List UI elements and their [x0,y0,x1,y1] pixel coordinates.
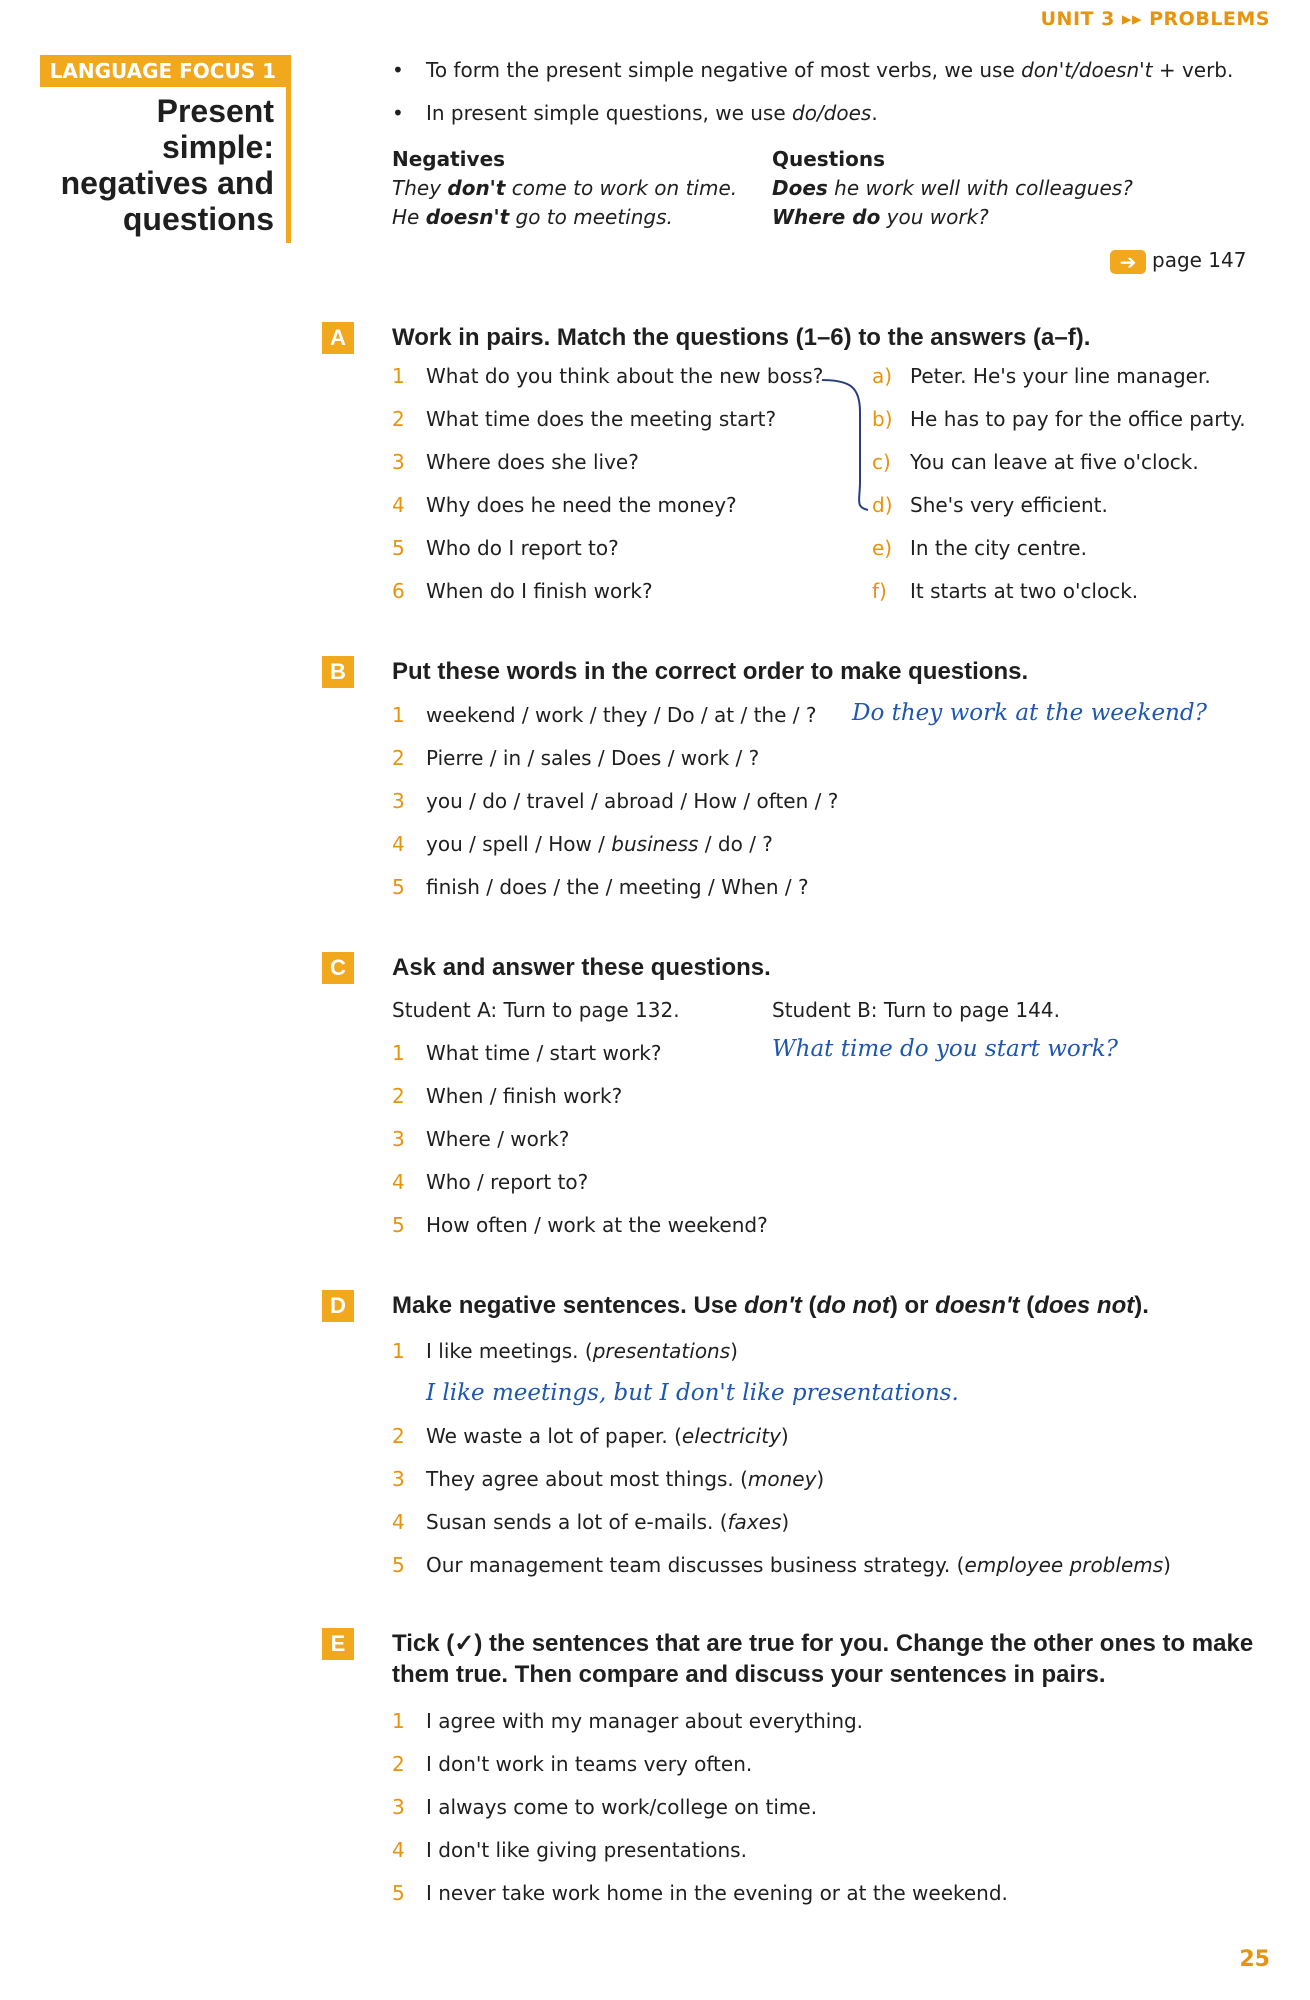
item-number: a) [872,364,893,388]
item-text: What do you think about the new boss? [426,364,824,388]
list-item [392,450,823,493]
list-item: 5 finish / does / the / meeting / When / ? [392,875,809,899]
section-d-title: Make negative sentences. Use don't (do not) or doesn't (does not). [392,1292,1149,1319]
section-b-items [392,703,838,918]
item-number: 1 [392,364,405,388]
list-item [872,579,1246,622]
item-number: c) [872,450,891,474]
item-text: I agree with my manager about everything. [426,1709,864,1733]
section-e-title-line-1: Tick (✓) the sentences that are true for you. Change the other ones to make [392,1630,1254,1657]
section-b-letter: B [322,656,354,688]
list-item: 1 weekend / work / they / Do / at / the / ? [392,703,817,727]
language-focus-box [40,55,291,243]
matching-line-icon [820,372,880,522]
student-a-instruction: Student A: Turn to page 132. [392,998,680,1022]
rule-text: . [871,101,878,125]
item-number: 4 [392,1170,405,1194]
questions-examples [772,145,1133,232]
item-number: 2 [392,1752,405,1776]
item-number: 6 [392,579,405,603]
list-item [392,1084,768,1127]
handwritten-answer-c: What time do you start work? [772,1036,1118,1062]
item-text: Why does he need the money? [426,493,737,517]
rule-text: + verb. [1152,58,1234,82]
question-example-2: Where do you work? [772,205,989,229]
rule-keyword: do/does [792,101,872,125]
item-number: 3 [392,1127,405,1151]
list-item: 2 We waste a lot of paper. (electricity) [392,1424,789,1448]
item-number: 5 [392,1213,405,1237]
list-item: 1 I like meetings. (presentations) [392,1339,738,1363]
title-line-3: questions [122,201,274,237]
item-text: You can leave at five o'clock. [910,450,1199,474]
page-number: 25 [1239,1947,1270,1972]
list-item [392,407,823,450]
item-number: 4 [392,1838,405,1862]
list-item: 4 you / spell / How / business / do / ? [392,832,773,856]
list-item [392,536,823,579]
item-text: Where / work? [426,1127,570,1151]
title-line-1: Present simple: [156,93,274,165]
bullet-dot-icon: • [392,58,404,82]
item-text: What time does the meeting start? [426,407,777,431]
arrow-right-icon: ➔ [1110,250,1146,274]
item-number: 1 [392,1709,405,1733]
item-text: In the city centre. [910,536,1087,560]
list-item [872,536,1246,579]
item-text: It starts at two o'clock. [910,579,1139,603]
item-text: I always come to work/college on time. [426,1795,818,1819]
item-text: How often / work at the weekend? [426,1213,768,1237]
list-item [872,364,1246,407]
section-e-title [392,1628,1253,1690]
list-item [392,364,823,407]
list-item [392,1752,1008,1795]
item-number: e) [872,536,893,560]
list-item [392,1795,1008,1838]
language-focus-tag: LANGUAGE FOCUS 1 [40,55,286,87]
section-a-questions [392,364,823,622]
rule-bullet-1 [392,58,1233,82]
handwritten-answer-d: I like meetings, but I don't like presentations. [426,1380,959,1406]
list-item [872,450,1246,493]
item-number: b) [872,407,893,431]
unit-header: UNIT 3 ▸▸ PROBLEMS [1040,8,1270,30]
item-text: I don't like giving presentations. [426,1838,747,1862]
question-example-1: Does he work well with colleagues? [772,176,1133,200]
language-focus-title [40,87,286,243]
list-item [392,1127,768,1170]
section-b-title: Put these words in the correct order to make questions. [392,658,1029,685]
bullet-dot-icon: • [392,101,404,125]
item-text: Peter. He's your line manager. [910,364,1211,388]
list-item [392,579,823,622]
list-item: 4 Susan sends a lot of e-mails. (faxes) [392,1510,790,1534]
title-line-2: negatives and [60,165,274,201]
section-a-letter: A [322,322,354,354]
list-item [392,1213,768,1256]
item-number: 2 [392,407,405,431]
list-item [872,493,1246,536]
item-number: 3 [392,1795,405,1819]
item-number: f) [872,579,887,603]
negatives-examples [392,145,737,232]
item-number: 3 [392,450,405,474]
item-number: 5 [392,536,405,560]
rule-text: To form the present simple negative of most verbs, we use [426,58,1022,82]
section-c-items [392,1041,768,1256]
item-text: Who / report to? [426,1170,589,1194]
item-text: Who do I report to? [426,536,619,560]
list-item: 3 They agree about most things. (money) [392,1467,825,1491]
section-c-letter: C [322,952,354,984]
item-text: She's very efficient. [910,493,1108,517]
list-item [392,1709,1008,1752]
list-item: 5 Our management team discusses business strategy. (employee problems) [392,1553,1171,1577]
item-text: What time / start work? [426,1041,662,1065]
handwritten-answer-b: Do they work at the weekend? [852,700,1207,726]
list-item [392,1838,1008,1881]
reference-page: page 147 [1152,248,1247,272]
item-text: Where does she live? [426,450,639,474]
section-a-title: Work in pairs. Match the questions (1–6) to the answers (a–f). [392,324,1091,351]
grammar-reference-link[interactable] [1110,248,1246,274]
section-e-title-line-2: them true. Then compare and discuss your sentences in pairs. [392,1661,1106,1688]
list-item: 3 you / do / travel / abroad / How / often / ? [392,789,839,813]
item-number: 5 [392,1881,405,1905]
section-e-letter: E [322,1628,354,1660]
negative-example-1: They don't come to work on time. [392,176,738,200]
list-item [872,407,1246,450]
section-c-title: Ask and answer these questions. [392,954,771,981]
list-item [392,1881,1008,1924]
list-item [392,1170,768,1213]
item-text: When / finish work? [426,1084,623,1108]
list-item: 2 Pierre / in / sales / Does / work / ? [392,746,760,770]
item-text: He has to pay for the office party. [910,407,1246,431]
rule-text: In present simple questions, we use [426,101,793,125]
section-e-items [392,1709,1008,1924]
item-text: When do I finish work? [426,579,653,603]
list-item [392,493,823,536]
list-item [392,1041,768,1084]
student-b-instruction: Student B: Turn to page 144. [772,998,1060,1022]
negative-example-2: He doesn't go to meetings. [392,205,673,229]
rule-bullet-2 [392,101,878,125]
item-number: 4 [392,493,405,517]
questions-heading: Questions [772,147,886,171]
item-text: I never take work home in the evening or at the weekend. [426,1881,1008,1905]
rule-keyword: don't/doesn't [1021,58,1153,82]
item-text: I don't work in teams very often. [426,1752,753,1776]
negatives-heading: Negatives [392,147,506,171]
item-number: 2 [392,1084,405,1108]
section-a-answers [872,364,1246,622]
item-number: d) [872,493,893,517]
section-d-letter: D [322,1290,354,1322]
item-number: 1 [392,1041,405,1065]
